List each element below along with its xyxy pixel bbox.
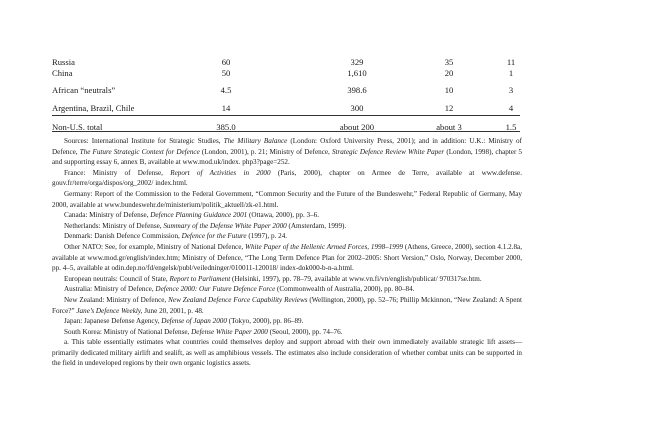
table-row — [52, 57, 520, 68]
table-cell: 4 — [508, 102, 514, 113]
table-cell: 398.6 — [347, 85, 367, 95]
table-cell: 1.5 — [505, 122, 517, 132]
row-label: Non-U.S. total — [52, 122, 103, 132]
note-japan: Japan: Japanese Defense Agency, Defense of Japan 2000 (Tokyo, 2000), pp. 86–89. — [64, 317, 304, 326]
table-rule-top — [52, 115, 520, 116]
table-row — [52, 68, 520, 79]
table-cell: 3 — [508, 85, 514, 95]
note-france: France: Ministry of Defense, Report of Activities in 2000 (Paris, 2000), chapter on Armee de Terre, available at www.defense. gouv.fr/terre/orga/dispos/org_2002/ index.html. — [52, 168, 522, 188]
row-label: Russia — [52, 57, 75, 67]
note-denmark: Denmark: Danish Defence Commission, Defence for the Future (1997), p. 24. — [64, 232, 288, 241]
table-cell: 35 — [444, 57, 454, 67]
data-table — [52, 57, 520, 133]
table-cell: 14 — [221, 102, 231, 113]
table-cell: 60 — [221, 57, 231, 67]
table-notes — [52, 136, 522, 369]
table-cell: 300 — [350, 102, 364, 113]
table-cell: 10 — [444, 85, 454, 95]
table-cell: 4.5 — [220, 85, 232, 95]
row-label: Argentina, Brazil, Chile — [52, 102, 135, 113]
table-cell: about 3 — [436, 122, 462, 132]
note-a: a. This table essentially estimates what countries could themselves deploy and support abroad with their own immediately available strategic lift assets—primarily dedicated military airlift and sealift, as well as amphibious vessels. The estimates also include consideration of whether combat units can be supported in the field in undeveloped regions by their own organic logistics assets. — [52, 338, 522, 368]
table-cell: 50 — [221, 67, 231, 78]
row-label: China — [52, 67, 73, 78]
note-netherlands: Netherlands: Ministry of Defense, Summary of the Defense White Paper 2000 (Amsterdam, 1999). — [64, 221, 347, 230]
table-row — [52, 85, 520, 96]
table-row — [52, 103, 520, 114]
row-label: African “neutrals” — [52, 85, 116, 95]
table-cell: about 200 — [339, 122, 375, 132]
note-new-zealand: New Zealand: Ministry of Defence, New Zealand Defence Force Capability Reviews (Wellington, 2000), pp. 52–76; Phillip Mckinnon, “New Zealand: A Spent Force?” Jane’s Defence Weekly, June 20, 2001, p. 48. — [52, 295, 522, 315]
note-south-korea: South Korea: Ministry of National Defense, Defense White Paper 2000 (Seoul, 2000), pp. 74–76. — [64, 327, 343, 336]
note-other-nato: Other NATO: See, for example, Ministry of National Defence, White Paper of the Hellenic Armed Forces, 1998–1999 (Athens, Greece, 2000), section 4.1.2.8a, available at www.mod.gr/english/index.htm; Ministry of Defence, “The Long Term Defence Plan for 2002–2005: Short Version,” Oslo, Norway, December 2000, pp. 4–5, available at odin.dep.no/fd/engelsk/publ/veiledninger/010011-120018/ index-dok000-b-n-a.html. — [52, 242, 522, 273]
table-cell: 1 — [508, 67, 514, 78]
table-cell: 385.0 — [216, 122, 236, 132]
table-cell: 329 — [350, 57, 364, 67]
note-canada: Canada: Ministry of Defense, Defence Planning Guidance 2001 (Ottawa, 2000), pp. 3–6. — [64, 211, 320, 220]
note-sources: Sources: International Institute for Strategic Studies, The Military Balance (London: Oxford University Press, 2001); and in addition: U.K.: Ministry of Defence, The Future Strategic Context for Defence (London, 2001), p. 21; Ministry of Defence, Strategic Defence Review White Paper (London, 1998), chapter 5 and supporting essay 6, annex B, available at www.mod.uk/index. php3?page=252. — [52, 137, 522, 167]
table-cell: 20 — [444, 67, 454, 78]
note-european-neutrals: European neutrals: Council of State, Report to Parliament (Helsinki, 1997), pp. 78–79, available at www.vn.fi/vn/english/publicat/ 970317se.htm. — [64, 274, 482, 283]
table-cell: 11 — [506, 57, 516, 67]
note-germany: Germany: Report of the Commission to the Federal Government, “Common Security and the Future of the Bundeswehr,” Federal Republic of Germany, May 2000, available at www.bundeswehr.de/ministerium/politik_aktuell/zk-e1.html. — [52, 189, 522, 209]
note-australia: Australia: Ministry of Defence, Defence 2000: Our Future Defence Force (Commonwealth of Australia, 2000), pp. 80–84. — [64, 285, 415, 294]
table-cell: 1,610 — [347, 67, 367, 78]
table-cell: 12 — [444, 102, 454, 113]
table-rule-bottom — [52, 131, 520, 132]
